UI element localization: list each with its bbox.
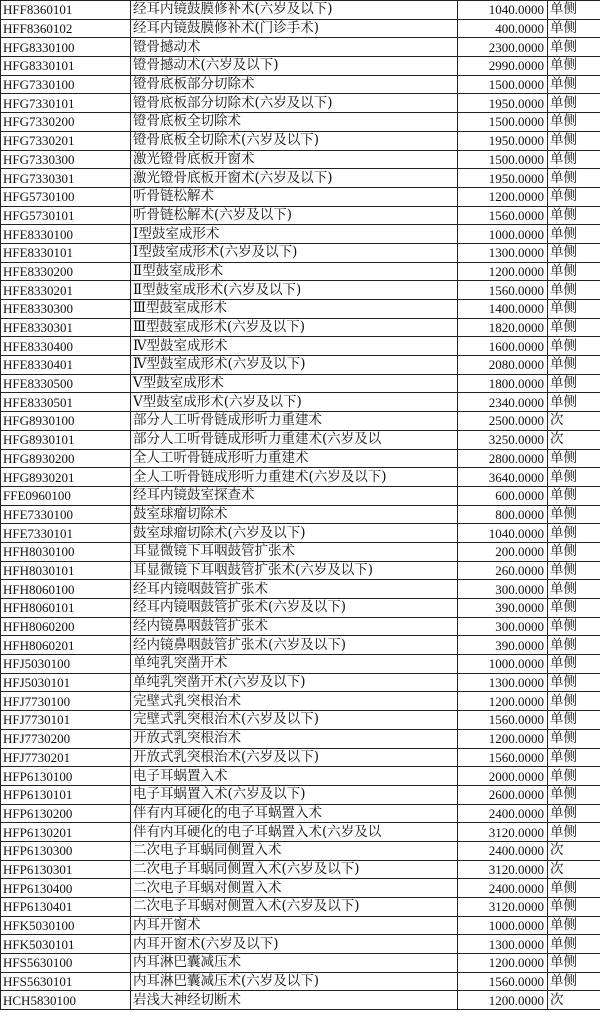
item-unit: 单侧 [548,898,600,917]
item-price: 2340.0000 [458,393,548,412]
table-row [1,542,600,561]
table-row [1,841,600,860]
item-name: 听骨链松解术 [131,187,458,206]
item-price: 2300.0000 [458,38,548,57]
item-price: 2500.0000 [458,412,548,431]
item-price: 390.0000 [458,636,548,655]
table-row [1,617,600,636]
item-price: 1560.0000 [458,206,548,225]
item-unit: 单侧 [548,767,600,786]
table-row [1,57,600,76]
item-code: HFP6130101 [1,785,131,804]
item-price: 2800.0000 [458,449,548,468]
item-name: 镫骨底板全切除术(六岁及以下) [131,131,458,150]
item-price: 1200.0000 [458,692,548,711]
item-price: 1950.0000 [458,131,548,150]
item-price: 1950.0000 [458,94,548,113]
item-name: 镫骨底板全切除术 [131,113,458,132]
item-unit: 单侧 [548,916,600,935]
item-unit: 单侧 [548,879,600,898]
item-price: 1000.0000 [458,916,548,935]
table-row [1,748,600,767]
item-unit: 单侧 [548,187,600,206]
item-name: 经内镜鼻咽鼓管扩张术 [131,617,458,636]
item-name: 单纯乳突凿开术(六岁及以下) [131,673,458,692]
item-name: 伴有内耳硬化的电子耳蜗置入术(六岁及以 [131,823,458,842]
table-row [1,916,600,935]
item-unit: 单侧 [548,206,600,225]
item-code: HFJ5030101 [1,673,131,692]
table-row [1,673,600,692]
item-name: 内耳淋巴囊减压术 [131,954,458,973]
item-code: HFP6130201 [1,823,131,842]
item-name: Ⅲ型鼓室成形术 [131,300,458,319]
item-price: 2080.0000 [458,356,548,375]
item-price: 2000.0000 [458,767,548,786]
item-name: 单纯乳突凿开术 [131,655,458,674]
item-code: HFJ5030100 [1,655,131,674]
item-price: 1500.0000 [458,75,548,94]
item-unit: 单侧 [548,617,600,636]
table-row [1,187,600,206]
table-row [1,281,600,300]
item-name: 开放式乳突根治术(六岁及以下) [131,748,458,767]
item-name: Ⅱ型鼓室成形术 [131,262,458,281]
table-row [1,337,600,356]
table-row [1,580,600,599]
item-code: HFP6130301 [1,860,131,879]
item-code: HFG8930200 [1,449,131,468]
table-row [1,75,600,94]
item-price: 1200.0000 [458,954,548,973]
item-price: 600.0000 [458,486,548,505]
table-row [1,486,600,505]
item-name: Ⅲ型鼓室成形术(六岁及以下) [131,318,458,337]
item-code: HFG7330301 [1,169,131,188]
item-code: HFP6130400 [1,879,131,898]
table-row [1,300,600,319]
item-code: HFE8330201 [1,281,131,300]
item-unit: 单侧 [548,281,600,300]
item-code: HFE8330100 [1,225,131,244]
item-unit: 单侧 [548,748,600,767]
table-row [1,374,600,393]
item-unit: 单侧 [548,150,600,169]
item-price: 390.0000 [458,599,548,618]
table-row [1,169,600,188]
item-name: 耳显微镜下耳咽鼓管扩张术(六岁及以下) [131,561,458,580]
item-name: 部分人工听骨链成形听力重建术 [131,412,458,431]
table-row [1,38,600,57]
table-row [1,225,600,244]
item-unit: 单侧 [548,75,600,94]
table-row [1,972,600,991]
item-code: HCH5830100 [1,991,131,1010]
table-row [1,94,600,113]
table-row [1,243,600,262]
item-price: 3250.0000 [458,430,548,449]
table-row [1,804,600,823]
table-row [1,468,600,487]
item-price: 200.0000 [458,542,548,561]
item-unit: 单侧 [548,692,600,711]
item-unit: 单侧 [548,599,600,618]
item-code: HFP6130300 [1,841,131,860]
item-name: 耳显微镜下耳咽鼓管扩张术 [131,542,458,561]
item-name: 经内镜鼻咽鼓管扩张术(六岁及以下) [131,636,458,655]
item-name: 二次电子耳蜗对侧置入术(六岁及以下) [131,898,458,917]
item-code: HFP6130200 [1,804,131,823]
table-row [1,430,600,449]
item-price: 1000.0000 [458,225,548,244]
item-unit: 单侧 [548,19,600,38]
item-name: 部分人工听骨链成形听力重建术(六岁及以 [131,430,458,449]
item-name: 激光镫骨底板开窗术(六岁及以下) [131,169,458,188]
item-unit: 单侧 [548,486,600,505]
item-name: 岩浅大神经切断术 [131,991,458,1010]
item-code: HFG5730100 [1,187,131,206]
item-price: 1400.0000 [458,300,548,319]
item-code: HFF8360101 [1,1,131,20]
item-name: Ⅰ型鼓室成形术 [131,225,458,244]
item-unit: 单侧 [548,356,600,375]
item-code: HFH8060100 [1,580,131,599]
item-unit: 单侧 [548,804,600,823]
table-row [1,19,600,38]
item-code: HFG7330100 [1,75,131,94]
item-unit: 单侧 [548,113,600,132]
item-price: 1200.0000 [458,729,548,748]
item-name: 经耳内镜鼓室探查术 [131,486,458,505]
item-name: 鼓室球瘤切除术(六岁及以下) [131,524,458,543]
item-price: 1560.0000 [458,281,548,300]
item-code: HFE8330200 [1,262,131,281]
item-price: 300.0000 [458,580,548,599]
item-name: 激光镫骨底板开窗术 [131,150,458,169]
item-code: HFH8060200 [1,617,131,636]
table-row [1,729,600,748]
table-row [1,449,600,468]
item-name: 镫骨底板部分切除术 [131,75,458,94]
table-row [1,393,600,412]
item-code: HFH8060201 [1,636,131,655]
item-unit: 次 [548,991,600,1010]
item-code: HFF8360102 [1,19,131,38]
item-code: HFG7330200 [1,113,131,132]
item-name: 开放式乳突根治术 [131,729,458,748]
item-code: HFP6130100 [1,767,131,786]
item-name: 内耳开窗术 [131,916,458,935]
item-price: 3640.0000 [458,468,548,487]
item-price: 1300.0000 [458,243,548,262]
item-unit: 单侧 [548,935,600,954]
item-unit: 单侧 [548,636,600,655]
table-row [1,318,600,337]
item-price: 2990.0000 [458,57,548,76]
item-price: 1000.0000 [458,655,548,674]
table-row [1,860,600,879]
item-name: 全人工听骨链成形听力重建术 [131,449,458,468]
table-row [1,412,600,431]
item-unit: 单侧 [548,505,600,524]
table-row [1,767,600,786]
item-name: 电子耳蜗置入术 [131,767,458,786]
item-code: HFG7330101 [1,94,131,113]
item-name: 镫骨撼动术(六岁及以下) [131,57,458,76]
item-name: 二次电子耳蜗对侧置入术 [131,879,458,898]
item-unit: 单侧 [548,300,600,319]
item-name: Ⅰ型鼓室成形术(六岁及以下) [131,243,458,262]
item-code: HFE8330500 [1,374,131,393]
table-row [1,711,600,730]
item-price: 1500.0000 [458,150,548,169]
item-unit: 单侧 [548,561,600,580]
item-price: 800.0000 [458,505,548,524]
item-name: Ⅴ型鼓室成形术 [131,374,458,393]
item-price: 2600.0000 [458,785,548,804]
item-code: FFE0960100 [1,486,131,505]
item-unit: 单侧 [548,711,600,730]
item-code: HFH8060101 [1,599,131,618]
table-row [1,356,600,375]
item-unit: 单侧 [548,580,600,599]
item-unit: 单侧 [548,393,600,412]
item-unit: 单侧 [548,972,600,991]
item-name: 经耳内镜咽鼓管扩张术 [131,580,458,599]
item-name: 经耳内镜鼓膜修补术(六岁及以下) [131,1,458,20]
item-price: 1200.0000 [458,187,548,206]
item-price: 3120.0000 [458,823,548,842]
item-code: HFG8330100 [1,38,131,57]
table-row [1,636,600,655]
item-unit: 单侧 [548,524,600,543]
item-price: 1800.0000 [458,374,548,393]
item-price: 300.0000 [458,617,548,636]
item-unit: 单侧 [548,468,600,487]
item-name: 全人工听骨链成形听力重建术(六岁及以下) [131,468,458,487]
item-unit: 单侧 [548,785,600,804]
item-code: HFK5030101 [1,935,131,954]
item-code: HFK5030100 [1,916,131,935]
item-price: 260.0000 [458,561,548,580]
item-code: HFE8330301 [1,318,131,337]
item-code: HFE8330501 [1,393,131,412]
item-name: 内耳开窗术(六岁及以下) [131,935,458,954]
item-price: 2400.0000 [458,804,548,823]
item-code: HFS5630100 [1,954,131,973]
item-unit: 单侧 [548,673,600,692]
item-name: 电子耳蜗置入术(六岁及以下) [131,785,458,804]
item-code: HFG8930101 [1,430,131,449]
item-unit: 单侧 [548,954,600,973]
item-code: HFE7330100 [1,505,131,524]
item-unit: 单侧 [548,262,600,281]
item-unit: 单侧 [548,131,600,150]
item-unit: 单侧 [548,225,600,244]
table-row [1,131,600,150]
table-row [1,785,600,804]
item-code: HFE7330101 [1,524,131,543]
item-unit: 次 [548,430,600,449]
item-code: HFE8330400 [1,337,131,356]
item-unit: 单侧 [548,655,600,674]
item-unit: 单侧 [548,169,600,188]
table-row [1,991,600,1010]
item-code: HFH8030100 [1,542,131,561]
item-name: Ⅳ型鼓室成形术 [131,337,458,356]
table-row [1,692,600,711]
item-price: 1500.0000 [458,113,548,132]
item-price: 1200.0000 [458,262,548,281]
table-row [1,823,600,842]
item-price: 3120.0000 [458,898,548,917]
table-row [1,655,600,674]
item-code: HFE8330101 [1,243,131,262]
table-row [1,898,600,917]
table-row [1,150,600,169]
item-unit: 单侧 [548,38,600,57]
item-price: 1300.0000 [458,673,548,692]
item-code: HFP6130401 [1,898,131,917]
item-price: 1040.0000 [458,1,548,20]
item-name: 经耳内镜咽鼓管扩张术(六岁及以下) [131,599,458,618]
item-price: 1200.0000 [458,991,548,1010]
item-unit: 次 [548,841,600,860]
item-name: 听骨链松解术(六岁及以下) [131,206,458,225]
item-unit: 单侧 [548,1,600,20]
item-code: HFJ7730200 [1,729,131,748]
item-price: 400.0000 [458,19,548,38]
item-price: 1040.0000 [458,524,548,543]
item-name: Ⅳ型鼓室成形术(六岁及以下) [131,356,458,375]
item-unit: 单侧 [548,374,600,393]
item-unit: 单侧 [548,318,600,337]
table-row [1,113,600,132]
item-code: HFJ7730100 [1,692,131,711]
table-row [1,561,600,580]
item-code: HFE8330401 [1,356,131,375]
table-row [1,599,600,618]
item-price: 1600.0000 [458,337,548,356]
item-price: 1560.0000 [458,972,548,991]
price-table-body [1,1,600,1010]
table-row [1,524,600,543]
item-code: HFJ7730101 [1,711,131,730]
item-price: 1560.0000 [458,711,548,730]
item-code: HFG8930100 [1,412,131,431]
item-code: HFE8330300 [1,300,131,319]
item-name: 完壁式乳突根治术(六岁及以下) [131,711,458,730]
item-name: 经耳内镜鼓膜修补术(门诊手术) [131,19,458,38]
table-row [1,879,600,898]
item-name: 完壁式乳突根治术 [131,692,458,711]
item-price: 1560.0000 [458,748,548,767]
table-row [1,505,600,524]
item-code: HFG7330300 [1,150,131,169]
item-unit: 单侧 [548,823,600,842]
item-name: Ⅴ型鼓室成形术(六岁及以下) [131,393,458,412]
item-name: 二次电子耳蜗同侧置入术(六岁及以下) [131,860,458,879]
item-name: 鼓室球瘤切除术 [131,505,458,524]
table-row [1,262,600,281]
item-code: HFG8330101 [1,57,131,76]
item-unit: 次 [548,860,600,879]
item-code: HFJ7730201 [1,748,131,767]
table-row [1,206,600,225]
item-name: 内耳淋巴囊减压术(六岁及以下) [131,972,458,991]
item-unit: 单侧 [548,542,600,561]
item-code: HFG8930201 [1,468,131,487]
table-row [1,954,600,973]
item-name: 镫骨撼动术 [131,38,458,57]
item-unit: 次 [548,412,600,431]
item-code: HFG7330201 [1,131,131,150]
item-unit: 单侧 [548,337,600,356]
item-unit: 单侧 [548,243,600,262]
item-unit: 单侧 [548,94,600,113]
item-price: 1950.0000 [458,169,548,188]
item-price: 1820.0000 [458,318,548,337]
item-price: 3120.0000 [458,860,548,879]
item-name: 镫骨底板部分切除术(六岁及以下) [131,94,458,113]
item-code: HFG5730101 [1,206,131,225]
item-name: 二次电子耳蜗同侧置入术 [131,841,458,860]
item-name: 伴有内耳硬化的电子耳蜗置入术 [131,804,458,823]
item-unit: 单侧 [548,57,600,76]
item-price: 2400.0000 [458,879,548,898]
item-unit: 单侧 [548,449,600,468]
item-code: HFS5630101 [1,972,131,991]
item-price: 2400.0000 [458,841,548,860]
item-code: HFH8030101 [1,561,131,580]
table-row [1,935,600,954]
item-unit: 单侧 [548,729,600,748]
item-price: 1300.0000 [458,935,548,954]
item-name: Ⅱ型鼓室成形术(六岁及以下) [131,281,458,300]
table-row [1,1,600,20]
